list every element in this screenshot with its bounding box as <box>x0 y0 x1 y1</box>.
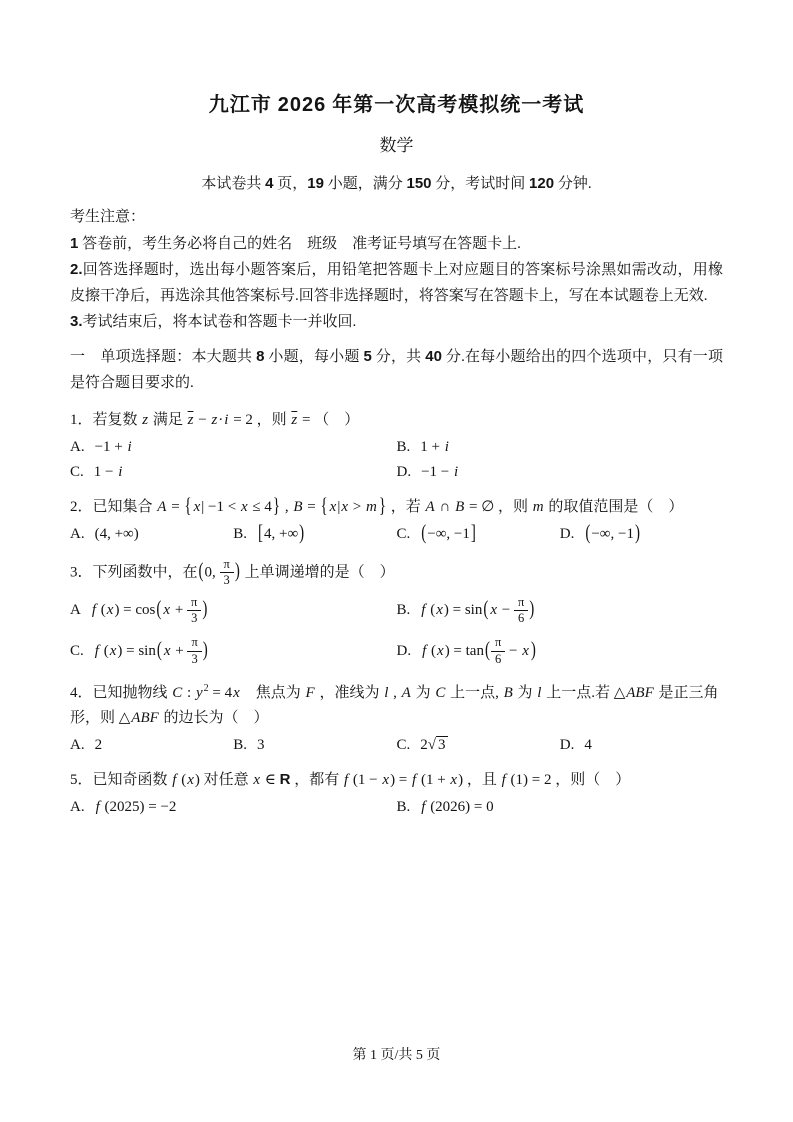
question-2-option-a <box>70 524 233 545</box>
question-3-stem: 3．下列函数中，在(0, $\frac{\pi}{3}$ ) 上单调递增的是（ ） <box>70 556 395 588</box>
question-3-option-a <box>70 593 397 629</box>
option-body: (4, +∞) <box>94 525 139 542</box>
question-2-option-c <box>396 521 560 545</box>
option-body: f (x) = tan( $\frac{\pi}{6}$ − x ) <box>422 635 536 666</box>
question-5-option-b <box>397 797 724 818</box>
question-5-options <box>70 797 723 818</box>
exam-subject: 数学 <box>379 136 414 155</box>
page-footer: 第 1 页/共 5 页 <box>352 1048 441 1063</box>
option-label: A. <box>70 525 85 542</box>
option-label: C. <box>396 736 411 753</box>
option-label: A <box>70 602 81 619</box>
option-label: A. <box>70 736 85 753</box>
question-4-stem: 4．已知抛物线 C : $y^2 = 4x$ 焦点为 F ，准线为 l , A 为 C 上一点, B 为 l 上一点.若 △ABF 是正三角形，则 △ABF 的边长为（ ） <box>70 683 719 726</box>
question-2-options <box>70 521 723 545</box>
exam-info-line: 本试卷共 4 页，19 小题，满分 150 分，考试时间 120 分钟. <box>201 175 592 192</box>
question-2-option-b <box>233 521 396 545</box>
notice-item-1: 1 答卷前，考生务必将自己的姓名 班级 准考证号填写在答题卡上. <box>70 234 521 252</box>
question-1-option-c <box>70 462 397 483</box>
question-4-options <box>70 735 723 756</box>
question-1-option-a <box>70 437 397 458</box>
question-4 <box>70 681 723 756</box>
option-body: f (x) = cos( x + $\frac{\pi}{3}$ ) <box>91 594 208 626</box>
option-body: 3 <box>257 736 265 753</box>
question-3-option-b <box>397 593 724 629</box>
option-label: C. <box>396 525 411 542</box>
question-3 <box>70 557 723 670</box>
option-label: A. <box>70 438 85 455</box>
option-label: C. <box>70 642 84 659</box>
question-1-option-b <box>397 437 724 458</box>
option-label: D. <box>396 642 412 659</box>
section-header: 一 单项选择题：本大题共 8 小题，每小题 5 分，共 40 分.在每小题给出的四个选项中，只有一项是符合题目要求的. <box>70 347 723 391</box>
option-label: A. <box>70 798 85 815</box>
option-label: B. <box>233 525 248 542</box>
question-3-option-d <box>397 633 724 669</box>
option-label: D. <box>559 525 575 542</box>
option-body: f (x) = sin( x − $\frac{\pi}{6}$ ) <box>421 594 535 626</box>
option-body: −1 − i <box>421 463 459 480</box>
question-5-option-a <box>70 797 397 818</box>
option-body: (−∞, −1] <box>421 521 476 545</box>
question-2-stem: 2．已知集合 A = { x| −1 < x ≤ 4} , B = { x|x > m } ，若 A ∩ B = ∅ ，则 m 的取值范围是（ ） <box>70 494 684 518</box>
option-label: B. <box>396 438 411 455</box>
option-label: D. <box>559 736 575 753</box>
notice-item-2: 2.回答选择题时，选出每小题答案后，用铅笔把答题卡上对应题目的答案标号涂黑如需改动，用橡皮擦干净后，再选涂其他答案标号.回答非选择题时，将答案写在答题卡上，写在本试题卷上无效. <box>70 261 723 304</box>
option-body: f (x) = sin( x + $\frac{\pi}{3}$ ) <box>94 635 208 666</box>
notice-item-3: 3.考试结束后，将本试卷和答题卡一并收回. <box>70 313 357 330</box>
question-4-option-b <box>233 735 396 756</box>
option-body: [4, +∞) <box>258 521 305 545</box>
question-4-option-a <box>70 735 233 756</box>
question-5-stem: 5．已知奇函数 f (x) 对任意 x ∈ R ，都有 f (1 − x) = f (1 + x) ，且 f (1) = 2 ，则（ ） <box>70 770 631 788</box>
option-body: f (2025) = −2 <box>95 798 177 815</box>
question-4-option-d <box>560 735 723 756</box>
question-1-stem: 1．若复数 z 满足 $\overline{z} - z\cdot i = 2$ ，则 $\overline{z}$ = （ ） <box>70 412 360 428</box>
option-label: B. <box>233 736 248 753</box>
option-body: 1 + i <box>420 438 449 455</box>
question-1-option-d <box>397 462 724 483</box>
question-3-option-c <box>70 633 397 669</box>
option-body: 4 <box>584 736 592 753</box>
option-body: (−∞, −1) <box>585 521 640 545</box>
option-body: −1 + i <box>94 438 132 455</box>
exam-title: 九江市 2026 年第一次高考模拟统一考试 <box>208 94 585 116</box>
option-body: 2√ 3 <box>420 736 446 753</box>
question-5 <box>70 768 723 818</box>
option-body: 2 <box>94 736 103 753</box>
notice-heading: 考生注意： <box>70 209 146 225</box>
option-body: 1 − i <box>93 463 123 480</box>
question-1-options <box>70 437 723 483</box>
question-3-options <box>70 593 723 670</box>
question-2 <box>70 495 723 545</box>
question-1 <box>70 408 723 483</box>
option-label: B. <box>396 798 411 815</box>
question-2-option-d <box>559 521 723 545</box>
option-label: C. <box>70 463 84 480</box>
option-label: B. <box>396 602 411 619</box>
option-label: D. <box>396 463 412 480</box>
option-body: f (2026) = 0 <box>421 798 494 815</box>
question-4-option-c <box>397 735 560 756</box>
